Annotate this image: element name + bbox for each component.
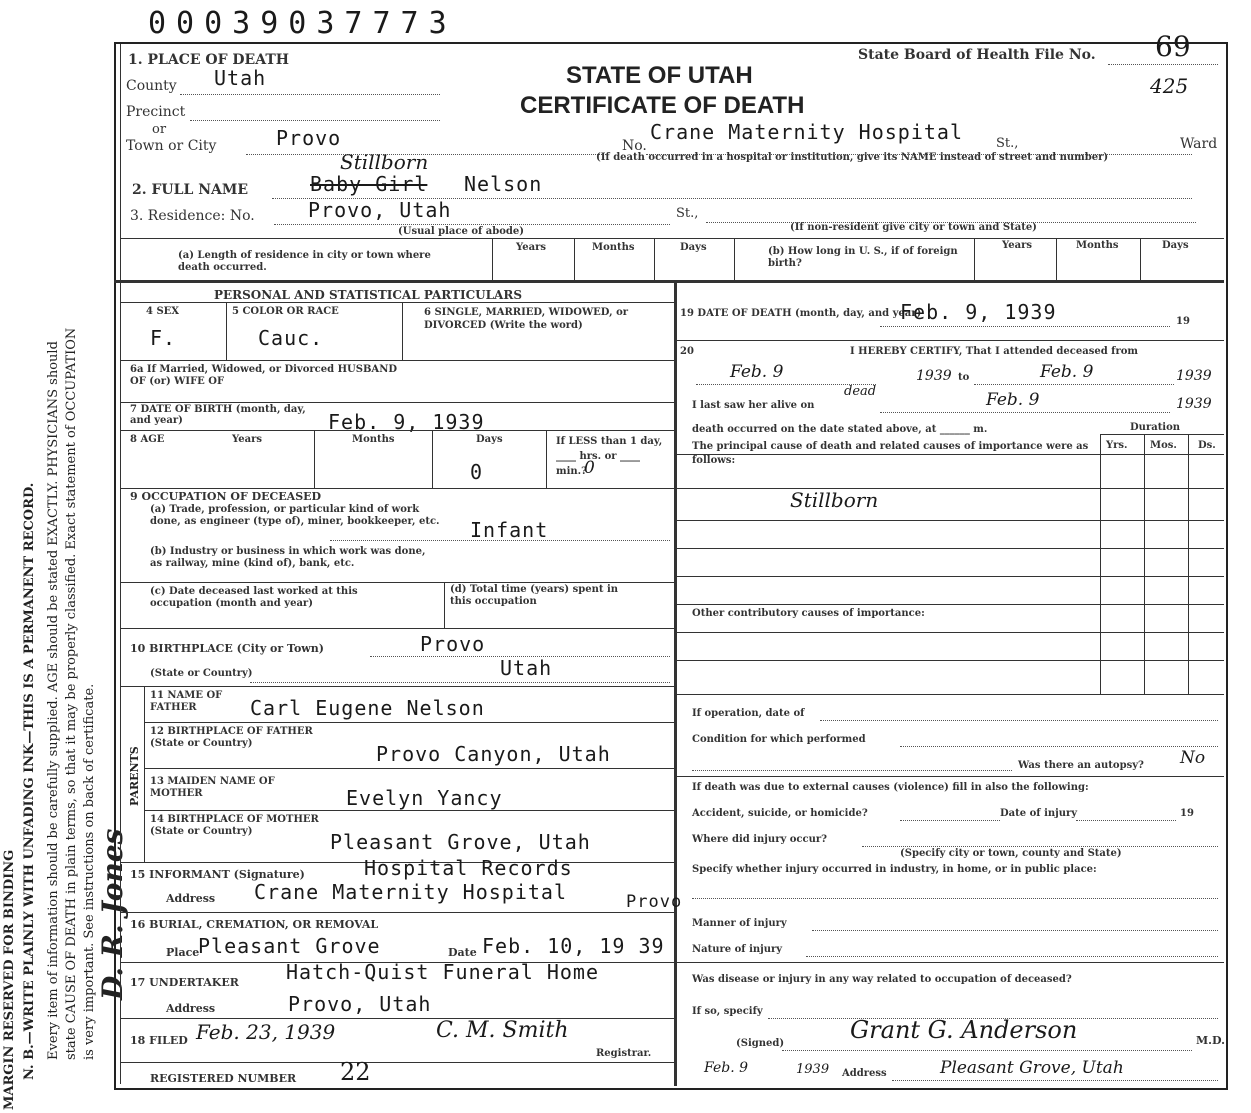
certify-number: 20 bbox=[680, 346, 694, 357]
attended-from-year: 1939 bbox=[916, 368, 952, 384]
burial-date-label: Date bbox=[448, 946, 477, 959]
birthplace-state: Utah bbox=[500, 656, 553, 680]
burial-date: Feb. 10, 19 39 bbox=[482, 934, 665, 958]
injury-manner-label: Manner of injury bbox=[692, 918, 787, 929]
or-label: or bbox=[152, 122, 167, 137]
specify-city-note: (Specify city or town, county and State) bbox=[900, 848, 1122, 859]
father-name-label: 11 NAME OF FATHER bbox=[150, 690, 223, 713]
street-label: St., bbox=[996, 136, 1019, 151]
file-number: 69 bbox=[1155, 30, 1191, 63]
duration-yrs: Yrs. bbox=[1106, 440, 1128, 451]
signed-label: (Signed) bbox=[736, 1038, 785, 1049]
sex-value: F. bbox=[150, 326, 177, 350]
mother-birthplace: Pleasant Grove, Utah bbox=[330, 830, 591, 854]
spouse-label: 6a If Married, Widowed, or Divorced HUSBAND OF (or) WIFE OF bbox=[130, 364, 398, 387]
name-last: Nelson bbox=[464, 172, 543, 196]
dob-label: 7 DATE OF BIRTH (month, day, and year) bbox=[130, 404, 306, 426]
last-saw-year: 1939 bbox=[1176, 396, 1212, 412]
burial-label: 16 BURIAL, CREMATION, OR REMOVAL bbox=[130, 918, 379, 931]
duration-mos: Mos. bbox=[1150, 440, 1177, 451]
if-so-specify-label: If so, specify bbox=[692, 1006, 763, 1017]
last-saw-label: I last saw her alive on bbox=[692, 400, 815, 411]
occupation-value: Infant bbox=[470, 518, 549, 542]
res-years-label: Years bbox=[516, 242, 547, 253]
death-occurred-label: death occurred on the date stated above, at ______ m. bbox=[692, 424, 988, 435]
father-name: Carl Eugene Nelson bbox=[250, 696, 485, 720]
res-months-label: Months bbox=[592, 242, 635, 253]
occupation-d-label: (d) Total time (years) spent in this occupation bbox=[450, 584, 619, 607]
other-causes-label: Other contributory causes of importance: bbox=[692, 608, 925, 619]
duration-ds: Ds. bbox=[1198, 440, 1216, 451]
res-days-label: Days bbox=[680, 242, 707, 253]
margin-instructions-1: Every item of information should be carefully supplied. AGE should be stated EXACTLY. PHYSICIANS should bbox=[46, 341, 61, 1060]
autopsy-label: Was there an autopsy? bbox=[1018, 760, 1144, 771]
injury-where-label: Where did injury occur? bbox=[692, 834, 828, 845]
registrar-label: Registrar. bbox=[596, 1048, 652, 1059]
cause-label: The principal cause of death and related causes of importance were as follows: bbox=[692, 441, 1089, 466]
undertaker-address: Provo, Utah bbox=[288, 992, 432, 1016]
margin-ink-note: N. B.—WRITE PLAINLY WITH UNFADING INK—THIS IS A PERMANENT RECORD. bbox=[22, 482, 37, 1080]
birthplace-city: Provo bbox=[420, 632, 486, 656]
mother-name-label: 13 MAIDEN NAME OF MOTHER bbox=[150, 776, 275, 799]
title-state: STATE OF UTAH bbox=[566, 62, 753, 89]
nonresident-note: (If non-resident give city or town and State) bbox=[790, 222, 1037, 233]
condition-label: Condition for which performed bbox=[692, 734, 866, 745]
us-days-label: Days bbox=[1162, 240, 1189, 251]
registered-number-label: REGISTERED NUMBER bbox=[150, 1072, 297, 1085]
occupation-label: 9 OCCUPATION OF DECEASED bbox=[130, 490, 322, 503]
mother-name: Evelyn Yancy bbox=[346, 786, 503, 810]
town-value: Provo bbox=[276, 126, 342, 150]
birthplace-label: 10 BIRTHPLACE (City or Town) bbox=[130, 642, 324, 655]
filed-label: 18 FILED bbox=[130, 1034, 188, 1047]
certify-text: I HEREBY CERTIFY, That I attended deceased from bbox=[850, 346, 1139, 357]
title-certificate: CERTIFICATE OF DEATH bbox=[520, 92, 805, 119]
father-birthplace-label: 12 BIRTHPLACE OF FATHER (State or Country) bbox=[150, 726, 313, 749]
informant-address-label: Address bbox=[166, 892, 216, 905]
birthplace-state-label: (State or Country) bbox=[150, 668, 253, 679]
duration-label: Duration bbox=[1130, 422, 1181, 433]
father-birthplace: Provo Canyon, Utah bbox=[376, 742, 611, 766]
cause-value: Stillborn bbox=[790, 488, 879, 512]
abode-note: (Usual place of abode) bbox=[398, 226, 524, 237]
us-years-label: Years bbox=[1002, 240, 1033, 251]
physician-address-label: Address bbox=[842, 1068, 887, 1079]
operation-label: If operation, date of bbox=[692, 708, 805, 719]
margin-initials-signature: D. R. Jones bbox=[96, 828, 129, 1000]
county-value: Utah bbox=[214, 66, 267, 90]
signature-date: Feb. 9 bbox=[704, 1060, 749, 1076]
age-days-value: 0 bbox=[470, 460, 484, 484]
inner-frame-line bbox=[120, 44, 121, 1084]
age-months-label: Months bbox=[352, 434, 395, 445]
parents-side-label: PARENTS bbox=[128, 746, 141, 806]
signature-year: 1939 bbox=[796, 1062, 830, 1077]
file-no-label: State Board of Health File No. bbox=[858, 47, 1096, 63]
residence-value: Provo, Utah bbox=[308, 198, 452, 222]
burial-place: Pleasant Grove bbox=[198, 934, 381, 958]
attended-to: Feb. 9 bbox=[1040, 362, 1094, 382]
external-causes-label: If death was due to external causes (violence) fill in also the following: bbox=[692, 782, 1089, 793]
race-label: 5 COLOR OR RACE bbox=[232, 306, 339, 317]
age-days-label: Days bbox=[476, 434, 503, 445]
us-months-label: Months bbox=[1076, 240, 1119, 251]
injury-nature-label: Nature of injury bbox=[692, 944, 783, 955]
death-date-suffix: 19 bbox=[1176, 316, 1190, 327]
attended-to-label: to bbox=[958, 372, 970, 383]
residence-length-label: (a) Length of residence in city or town where death occurred. bbox=[178, 250, 431, 273]
death-date-value: Feb. 9, 1939 bbox=[900, 300, 1057, 324]
informant-label: 15 INFORMANT (Signature) bbox=[130, 868, 305, 881]
residence-st-label: St., bbox=[676, 206, 699, 221]
last-saw-dead: dead bbox=[844, 384, 877, 399]
occupation-c-label: (c) Date deceased last worked at this occupation (month and year) bbox=[150, 586, 358, 609]
dob-value: Feb. 9, 1939 bbox=[328, 410, 485, 434]
autopsy-value: No bbox=[1180, 748, 1206, 768]
us-length-label: (b) How long in U. S., if of foreign birth? bbox=[768, 246, 958, 269]
physician-address: Pleasant Grove, Utah bbox=[940, 1058, 1124, 1078]
residence-label: 3. Residence: No. bbox=[130, 208, 255, 224]
informant-address-2: Provo bbox=[626, 892, 683, 912]
undertaker-value: Hatch-Quist Funeral Home bbox=[286, 960, 599, 984]
attended-to-year: 1939 bbox=[1176, 368, 1212, 384]
physician-signature: Grant G. Anderson bbox=[850, 1016, 1078, 1044]
margin-binding-note: MARGIN RESERVED FOR BINDING bbox=[2, 849, 17, 1110]
file-sub-number: 425 bbox=[1150, 74, 1189, 98]
death-date-label: 19 DATE OF DEATH (month, day, and year) bbox=[680, 308, 922, 319]
informant-value: Hospital Records bbox=[364, 856, 573, 880]
place-of-death-label: 1. PLACE OF DEATH bbox=[128, 52, 289, 68]
attended-from: Feb. 9 bbox=[730, 362, 784, 382]
undertaker-label: 17 UNDERTAKER bbox=[130, 976, 239, 989]
marital-label: 6 SINGLE, MARRIED, WIDOWED, or DIVORCED (Write the word) bbox=[424, 307, 629, 331]
full-name-label: 2. FULL NAME bbox=[132, 182, 249, 198]
occupation-a-label: (a) Trade, profession, or particular kind of work done, as engineer (type of), miner, bookkeeper, etc. bbox=[150, 504, 440, 527]
serial-number: 00039037773 bbox=[148, 6, 457, 41]
age-less-label: If LESS than 1 day, ____ hrs. or ____ min.? bbox=[556, 436, 663, 477]
margin-instructions-3: is very important. See instructions on back of certificate. bbox=[82, 683, 97, 1060]
mother-birthplace-label: 14 BIRTHPLACE OF MOTHER (State or Country) bbox=[150, 814, 319, 837]
age-years-label: Years bbox=[232, 434, 263, 445]
injury-date-label: Date of injury bbox=[1000, 808, 1078, 819]
informant-address: Crane Maternity Hospital bbox=[254, 880, 567, 904]
stillborn-annotation: Stillborn bbox=[340, 150, 429, 174]
hospital-value: Crane Maternity Hospital bbox=[650, 120, 963, 144]
registrar-signature: C. M. Smith bbox=[436, 1018, 569, 1043]
race-value: Cauc. bbox=[258, 326, 324, 350]
precinct-label: Precinct bbox=[126, 104, 186, 120]
personal-header: PERSONAL AND STATISTICAL PARTICULARS bbox=[214, 288, 523, 302]
occupation-b-label: (b) Industry or business in which work was done, as railway, mine (kind of), bank, etc. bbox=[150, 546, 426, 569]
occupation-related-label: Was disease or injury in any way related to occupation of deceased? bbox=[692, 974, 1072, 985]
county-label: County bbox=[126, 78, 177, 94]
undertaker-address-label: Address bbox=[166, 1002, 216, 1015]
age-min-value: 0 bbox=[584, 458, 595, 478]
name-struck: Baby Girl bbox=[310, 172, 428, 196]
md-label: M.D. bbox=[1196, 1034, 1225, 1047]
registered-number: 22 bbox=[340, 1058, 371, 1086]
filed-date: Feb. 23, 1939 bbox=[196, 1020, 336, 1044]
ward-label: Ward bbox=[1180, 136, 1218, 152]
street-no-label: No. bbox=[622, 138, 647, 154]
burial-place-label: Place bbox=[166, 946, 200, 959]
injury-year-label: 19 bbox=[1180, 808, 1194, 819]
sex-label: 4 SEX bbox=[146, 306, 180, 317]
injury-industry-label: Specify whether injury occurred in industry, in home, or in public place: bbox=[692, 864, 1097, 875]
accident-label: Accident, suicide, or homicide? bbox=[692, 808, 868, 819]
last-saw-date: Feb. 9 bbox=[986, 390, 1040, 410]
margin-instructions-2: state CAUSE OF DEATH in plain terms, so that it may be properly classified. Exact statement of OCCUPATION bbox=[64, 327, 79, 1060]
hospital-note: (If death occurred in a hospital or institution, give its NAME instead of street and number) bbox=[596, 152, 1109, 163]
age-label: 8 AGE bbox=[130, 434, 165, 445]
town-label: Town or City bbox=[126, 138, 217, 154]
